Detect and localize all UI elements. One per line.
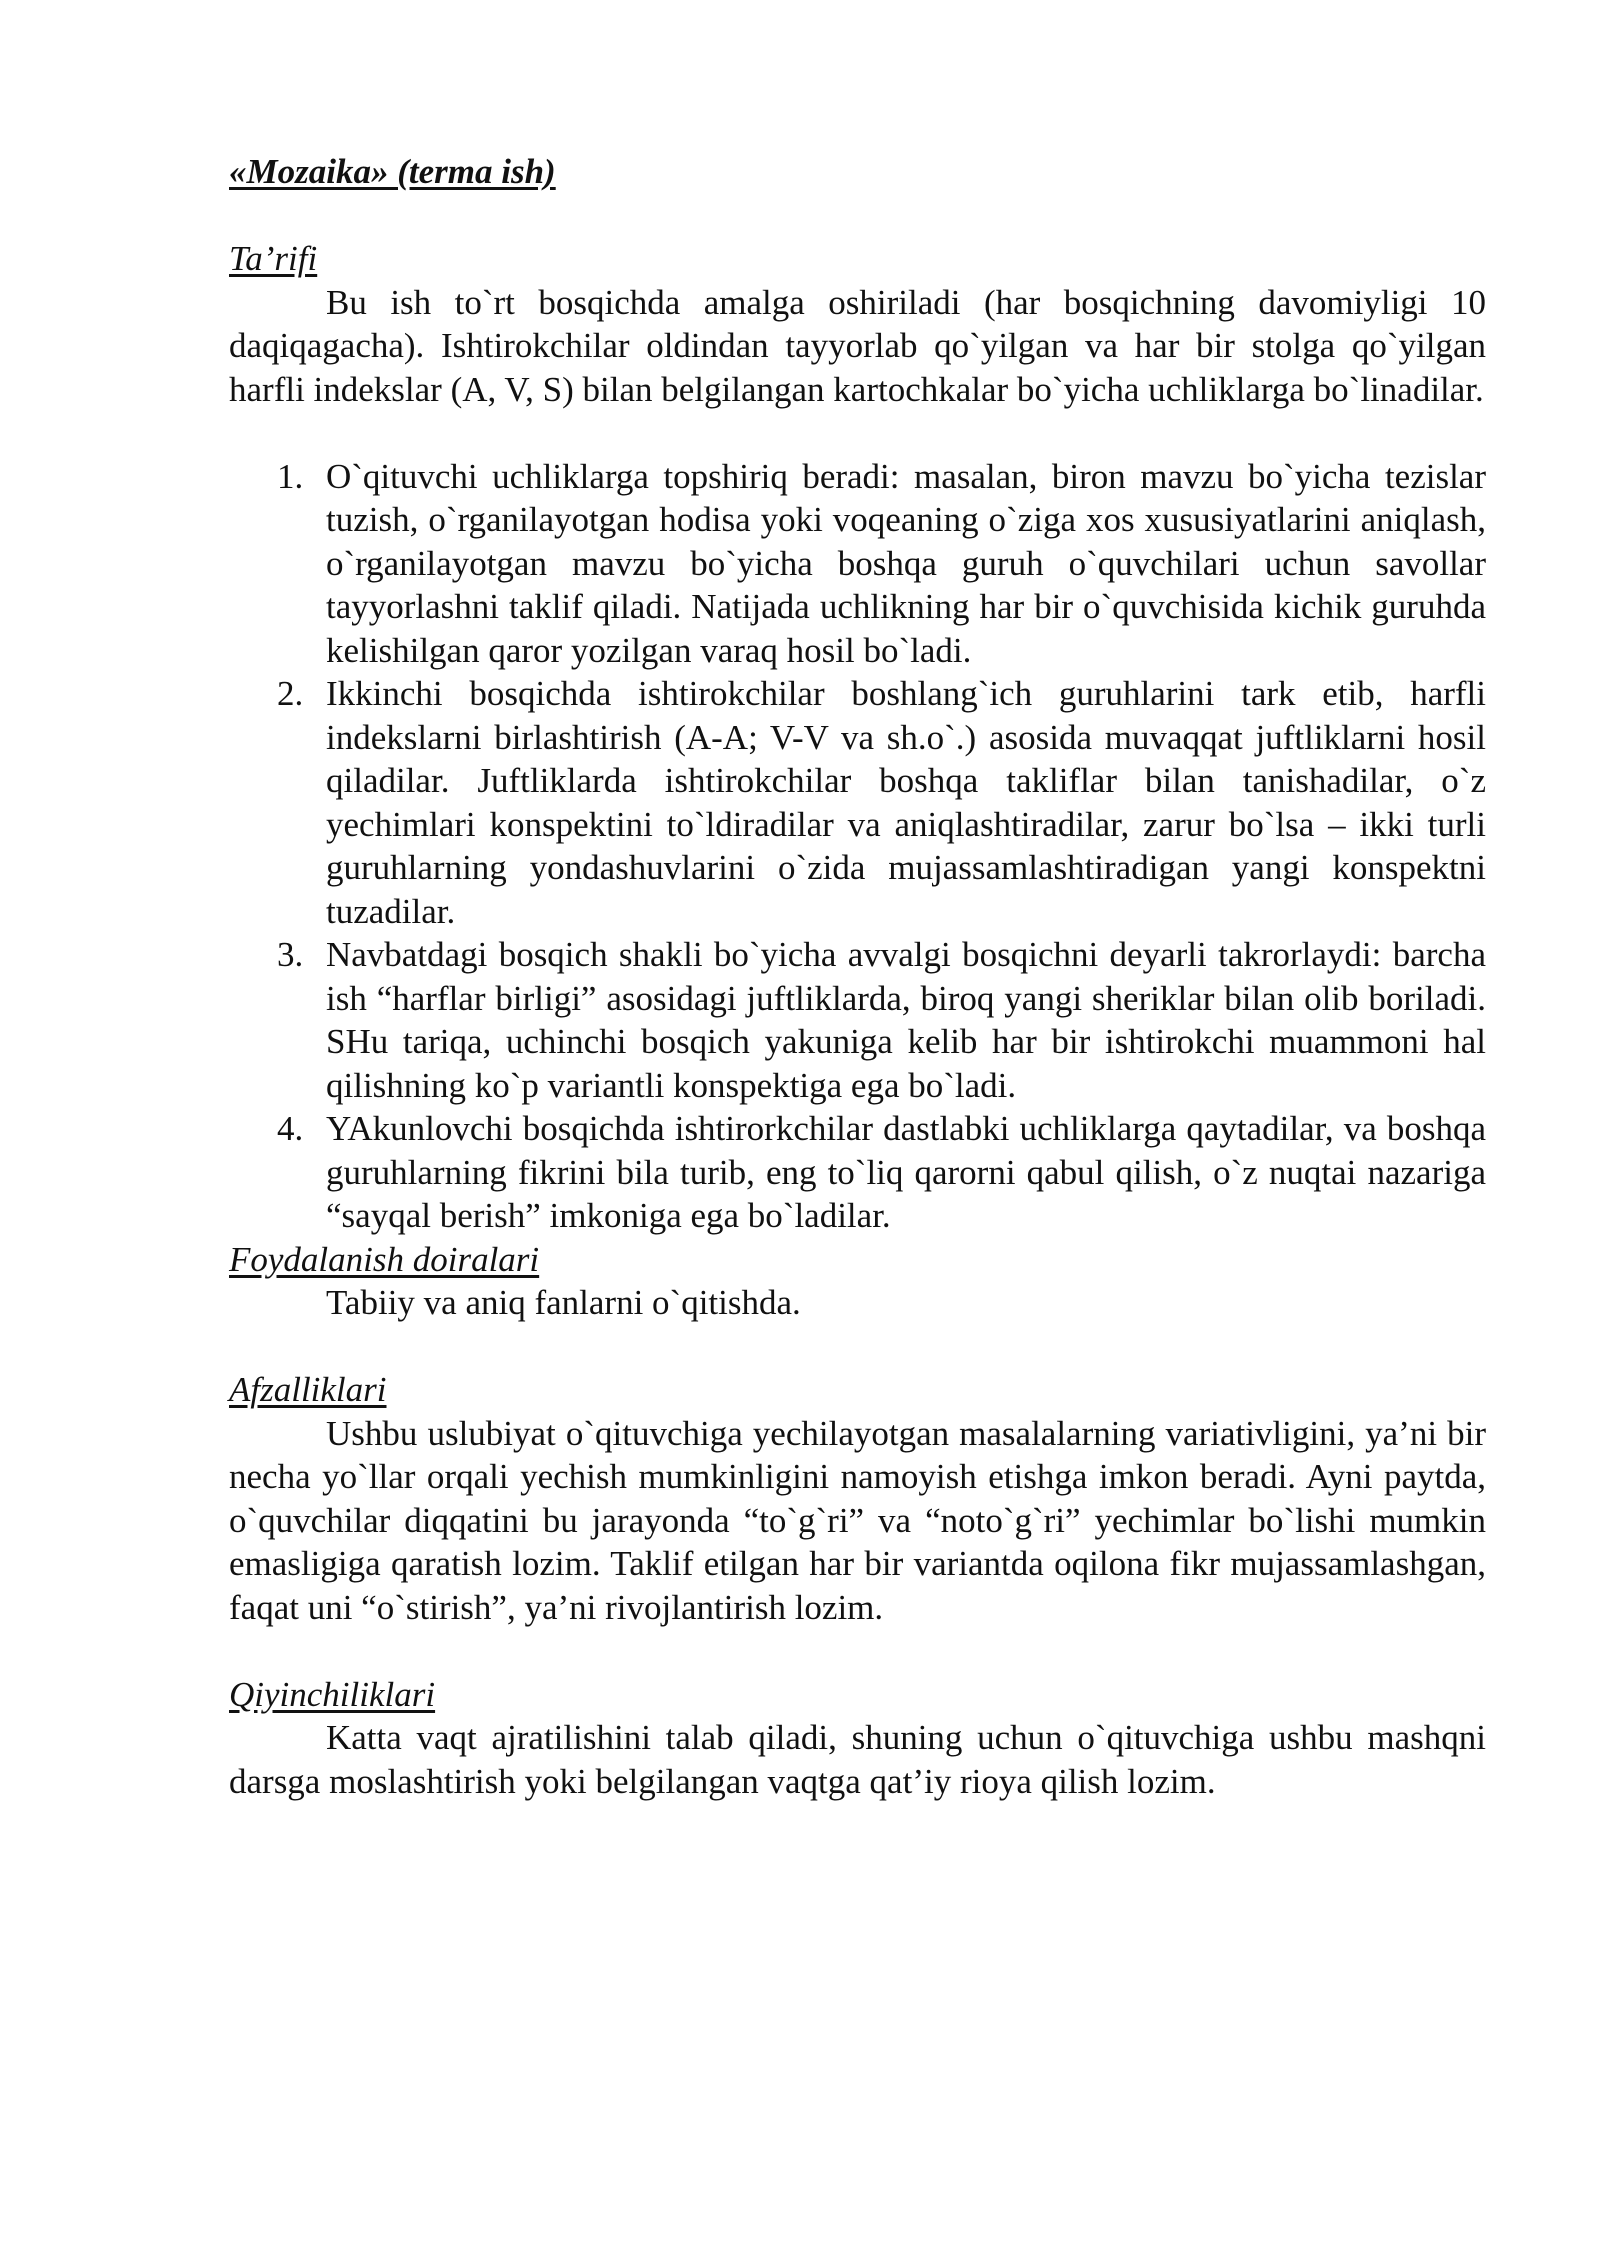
list-item-text: Ikkinchi bosqichda ishtirokchilar boshlang`ich guruhlarini tark etib, harfli indekslarni birlashtirish (A-A; V-V va sh.o`.) asosida muvaqqat juftliklarni hosil qiladilar. Juftliklarda ishtirokchilar boshqa takliflar bilan tanishadilar, o`z yechimlari konspektini to`ldiradilar va aniqlashtiradilar, zarur bo`lsa – ikki turli guruhlarning yondashuvlarini o`zida mujassamlashtiradigan yangi konspektni tuzadilar. [326, 674, 1486, 931]
list-item [229, 933, 1486, 1107]
list-item [229, 672, 1486, 933]
list-item-text: O`qituvchi uchliklarga topshiriq beradi: masalan, biron mavzu bo`yicha tezislar tuzish, o`rganilayotgan hodisa yoki voqeaning o`ziga xos xususiyatlarini aniqlash, o`rganilayotgan mavzu bo`yicha boshqa guruh o`quvchilari uchun savollar tayyorlashni taklif qiladi. Natijada uchlikning har bir o`quvchisida kichik guruhda kelishilgan qaror yozilgan varaq hosil bo`ladi. [326, 456, 1486, 670]
definition-paragraph: Bu ish to`rt bosqichda amalga oshiriladi (har bosqichning davomiyligi 10 daqiqagacha). Ishtirokchilar oldindan tayyorlab qo`yilgan va har bir stolga qo`yilgan harfli indekslar (A, V, S) bilan belgilangan kartochkalar bo`yicha uchliklarga bo`linadilar. [229, 282, 1486, 409]
steps-list [229, 455, 1486, 1238]
list-item-number: 3. [277, 935, 304, 974]
spacer [229, 1325, 1486, 1369]
list-item-number: 4. [277, 1109, 304, 1148]
list-item-text: Navbatdagi bosqich shakli bo`yicha avvalgi bosqichni deyarli takrorlaydi: barcha ish “harflar birligi” asosidagi juftliklarda, biroq yangi sheriklar bilan olib boriladi. SHu tariqa, uchinchi bosqich yakuniga kelib har bir ishtirokchi muammoni hal qilishning ko`p variantli konspektiga ega bo`ladi. [326, 935, 1486, 1105]
definition-heading: Ta’rifi [229, 239, 318, 278]
advantages-heading: Afzalliklari [229, 1370, 387, 1409]
document-title: «Mozaika» (terma ish) [229, 152, 556, 191]
list-item-text: YAkunlovchi bosqichda ishtirorkchilar dastlabki uchliklarga qaytadilar, va boshqa guruhlarning fikrini bila turib, eng to`liq qarorni qabul qilish, o`z nuqtai nazariga “sayqal berish” imkoniga ega bo`ladilar. [326, 1109, 1486, 1235]
list-item [229, 1107, 1486, 1238]
difficulties-heading: Qiyinchiliklari [229, 1674, 436, 1714]
spacer [229, 411, 1486, 455]
list-item [229, 455, 1486, 673]
advantages-paragraph: Ushbu uslubiyat o`qituvchiga yechilayotgan masalalarning variativligini, ya’ni bir necha yo`llar orqali yechish mumkinligini namoyish etishga imkon beradi. Ayni paytda, o`quvchilar diqqatini bu jarayonda “to`g`ri” va “noto`g`ri” yechimlar bo`lishi mumkin emasligiga qaratish lozim. Taklif etilgan har bir variantda oqilona fikr mujassamlashgan, faqat uni “o`stirish”, ya’ni rivojlantirish lozim. [229, 1413, 1486, 1627]
document-page [229, 150, 1486, 1803]
usage-heading: Foydalanish doiralari [229, 1239, 540, 1279]
list-item-number: 2. [277, 674, 304, 713]
usage-paragraph: Tabiiy va aniq fanlarni o`qitishda. [326, 1283, 801, 1322]
spacer [229, 194, 1486, 238]
spacer [229, 1629, 1486, 1673]
difficulties-paragraph: Katta vaqt ajratilishini talab qiladi, shuning uchun o`qituvchiga ushbu mashqni darsga moslashtirish yoki belgilangan vaqtga qat’iy rioya qilish lozim. [229, 1718, 1486, 1801]
list-item-number: 1. [277, 456, 304, 496]
